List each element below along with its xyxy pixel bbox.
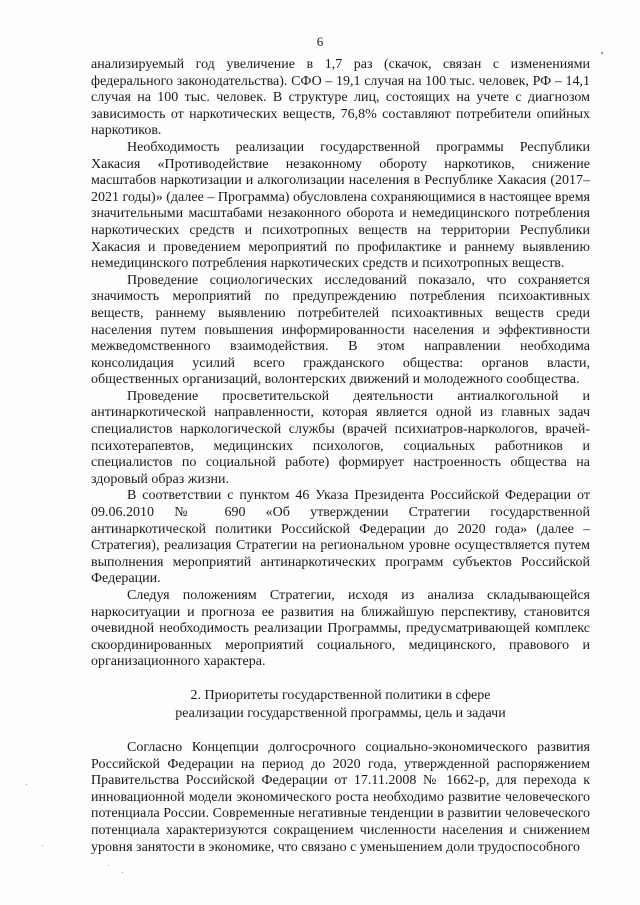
document-body [91,57,590,856]
scan-speck [601,52,603,54]
page-number: 6 [316,34,324,49]
scan-speck [26,784,27,785]
section-heading [91,687,590,723]
section-heading-line: реализации государственной программы, цель и задачи [175,705,506,721]
paragraph: В соответствии с пунктом 46 Указа Президента Российской Федерации от 09.06.2010 № 690 «Об утверждении Стратегии государственной антинаркотической политики Российской Федерации до 2020 года» (далее – Стратегия), реализация Стратегии на региональном уровне осуществляется путем выполнения мероприятий антинаркотических программ субъектов Российской Федерации. [91,488,590,587]
paragraph: Проведение просветительской деятельности антиалкогольной и антинаркотической направленности, которая является одной из главных задач специалистов наркологической службы (врачей психиатров-наркологов, врачей-психотерапевтов, медицинских психологов, социальных работников и специалистов по социальной работе) формирует настроенность общества на здоровый образ жизни. [91,388,590,487]
paragraph: Проведение социологических исследований показало, что сохраняется значимость мероприятий по предупреждению потребления психоактивных веществ, раннему выявлению потребителей психоактивных веществ среди населения путем повышения информированности населения и эффективности межведомственного взаимодействия. В этом направлении необходима консолидация усилий всего гражданского общества: органов власти, общественных организаций, волонтерских движений и молодежного сообщества. [91,272,590,388]
scan-speck [108,865,109,866]
paragraph: Необходимость реализации государственной программы Республики Хакасия «Противодействие незаконному обороту наркотиков, снижение масштабов наркотизации и алкоголизации населения в Республике Хакасия (2017–2021 годы)» (далее – Программа) обусловлена сохраняющимися в настоящее время значительными масштабами незаконного оборота и немедицинского потребления наркотических средств и психотропных веществ на территории Республики Хакасия и проведением мероприятий по профилактике и раннему выявлению немедицинского потребления наркотических средств и психотропных веществ. [91,139,590,272]
scan-speck [42,845,43,846]
paragraph: анализируемый год увеличение в 1,7 раз (скачок, связан с изменениями федерального законодательства). СФО – 19,1 случая на 100 тыс. человек, РФ – 14,1 случая на 100 тыс. человек. В структуре лиц, состоящих на учете с диагнозом зависимость от наркотических веществ, 76,8% составляют потребители опийных наркотиков. [91,57,590,139]
paragraph: Согласно Концепции долгосрочного социально-экономического развития Российской Федерации на период до 2020 года, утвержденной распоряжением Правительства Российской Федерации от 17.11.2008 № 1662-р, для перехода к инновационной модели экономического роста необходимо развитие человеческого потенциала России. Современные негативные тенденции в развитии человеческого потенциала характеризуются сокращением численности населения и снижением уровня занятости в экономике, что связано с уменьшением доли трудоспособного [91,739,590,855]
paragraph: Следуя положениям Стратегии, исходя из анализа складывающейся наркоситуации и прогноза ее развития на ближайшую перспективу, становится очевидной необходимость реализации Программы, предусматривающей комплекс скоординированных мероприятий социального, медицинского, правового и организационного характера. [91,588,590,670]
scan-speck [122,872,123,873]
section-heading-line: 2. Приоритеты государственной политики в сфере [190,687,491,703]
